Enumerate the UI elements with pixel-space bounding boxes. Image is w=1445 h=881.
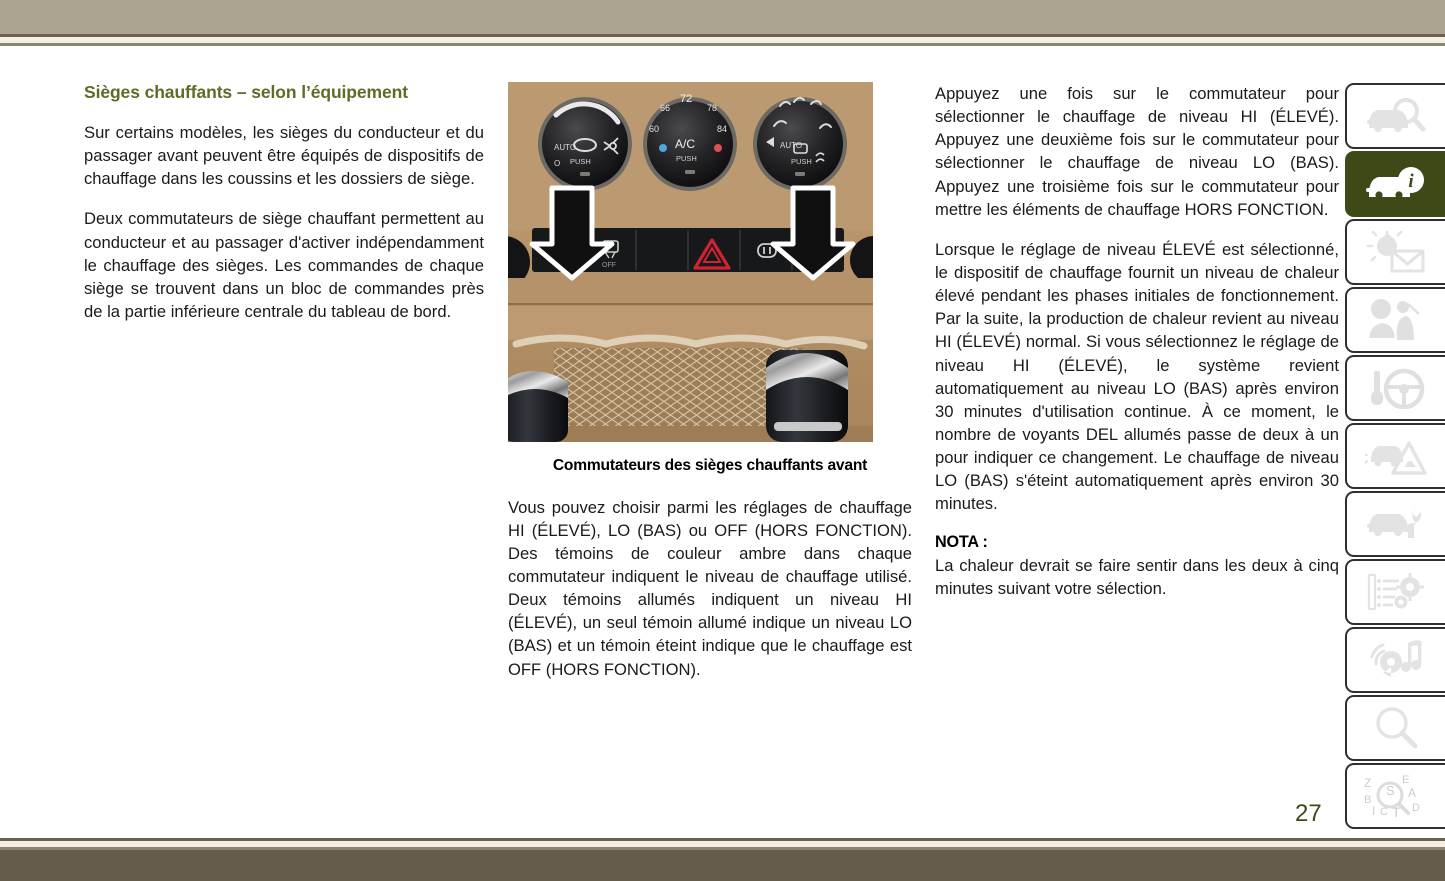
right-column	[935, 82, 1339, 600]
tab-safety[interactable]	[1345, 287, 1445, 353]
svg-text:S: S	[1386, 783, 1395, 798]
car-info-icon	[1365, 164, 1427, 204]
page-title: Sièges chauffants – selon l’équipement	[84, 82, 408, 102]
svg-text:66: 66	[660, 103, 671, 113]
left-column	[84, 82, 484, 323]
svg-text:Z: Z	[1364, 776, 1372, 790]
media-music-icon	[1366, 639, 1426, 681]
dashboard-photo	[508, 82, 873, 442]
magnifier-icon	[1373, 706, 1419, 750]
sun-envelope-icon	[1365, 231, 1427, 273]
hvac-right-dial	[753, 97, 847, 191]
tab-emergency[interactable]	[1345, 423, 1445, 489]
key-steering-wheel-icon	[1367, 367, 1425, 409]
svg-text:B: B	[1364, 794, 1372, 806]
svg-text:C: C	[1380, 806, 1388, 818]
paragraph: Deux commutateurs de siège chauffant permettent au conducteur et au passager d'activer indépendamment le chauffage des sièges. Les commandes de chaque siège se trouvent dans un bloc de commandes près de la partie inférieure centrale du tableau de bord.	[84, 209, 484, 321]
svg-text:OFF: OFF	[602, 262, 616, 269]
svg-text:T: T	[1392, 804, 1401, 819]
svg-text:AUTO: AUTO	[780, 141, 803, 150]
car-warning-triangle-icon	[1365, 435, 1427, 477]
svg-text:I: I	[1372, 804, 1376, 818]
tab-vehicle-overview[interactable]	[1345, 83, 1445, 149]
index-letters-magnifier-icon	[1362, 773, 1430, 819]
svg-text:PUSH: PUSH	[791, 157, 812, 166]
middle-column	[508, 82, 912, 681]
svg-text:60: 60	[649, 124, 660, 134]
tab-starting-operating[interactable]	[1345, 355, 1445, 421]
svg-text:A/C: A/C	[675, 137, 696, 151]
paragraph: Sur certains modèles, les sièges du conducteur et du passager avant peuvent être équipés de dispositifs de chauffage dans les coussins et les dossiers de siège.	[84, 123, 484, 189]
nota-label: NOTA :	[935, 532, 988, 551]
list-gears-icon	[1366, 571, 1426, 613]
tab-getting-to-know[interactable]	[1345, 151, 1445, 217]
svg-text:PUSH: PUSH	[570, 157, 591, 166]
footer-band	[0, 850, 1445, 881]
gear-shift-lever	[766, 350, 848, 442]
svg-text:78: 78	[707, 103, 718, 113]
svg-text:84: 84	[717, 124, 728, 134]
svg-text:E: E	[1402, 774, 1410, 786]
figure-caption: Commutateurs des sièges chauffants avant	[552, 457, 868, 474]
header-band	[0, 0, 1445, 34]
paragraph: Vous pouvez choisir parmi les réglages de chauffage HI (ÉLEVÉ), LO (BAS) ou OFF (HORS FONCTION). Des témoins de couleur ambre dans chaque commutateur indiquent le niveau de chauffage utilisé. Deux témoins allumés indiquent un niveau HI (ÉLEVÉ), un seul témoin allumé indique un niveau LO (BAS) et un témoin éteint indique que le chauffage est OFF (HORS FONCTION).	[508, 497, 912, 679]
tab-specifications[interactable]	[1345, 559, 1445, 625]
paragraph: Lorsque le réglage de niveau ÉLEVÉ est sélectionné, le dispositif de chauffage fournit un niveau de chaleur élevé pendant les phases initiales de fonctionnement. Par la suite, la production de chaleur revient au niveau HI (ÉLEVÉ) normal. Si vous sélectionnez le réglage de niveau HI (ÉLEVÉ), le système revient automatiquement au niveau LO (BAS) après environ 30 minutes d'utilisation continue. À ce moment, le nombre de voyants DEL allumés passe de deux à un pour indiquer ce changement. Le chauffage de niveau LO (BAS) s'éteint automatiquement après environ 30 minutes.	[935, 239, 1339, 514]
page-number: 27	[1295, 800, 1322, 827]
paragraph: Appuyez une fois sur le commutateur pour sélectionner le chauffage de niveau HI (ÉLEVÉ). Appuyez une deuxième fois sur le commutateur pour sélectionner le chauffage de niveau LO (BAS). Appuyez une troisième fois sur le commutateur pour mettre les éléments de chauffage HORS FONCTION.	[935, 84, 1339, 219]
car-wrench-icon	[1365, 504, 1427, 544]
svg-text:D: D	[1412, 802, 1420, 814]
tab-comfort-convenience[interactable]	[1345, 219, 1445, 285]
section-tab-strip	[1345, 83, 1445, 831]
svg-text:PUSH: PUSH	[676, 154, 697, 163]
occupant-airbag-icon	[1367, 298, 1425, 342]
svg-text:A: A	[1408, 786, 1417, 800]
nota-text: La chaleur devrait se faire sentir dans les deux à cinq minutes suivant votre sélection.	[935, 555, 1339, 598]
tab-search[interactable]	[1345, 695, 1445, 761]
svg-text:O: O	[554, 159, 561, 168]
svg-text:i: i	[1408, 171, 1414, 192]
car-magnifier-icon	[1365, 96, 1427, 136]
hvac-left-dial	[538, 97, 632, 191]
transfer-case-lever	[508, 371, 568, 442]
svg-text:AUTO: AUTO	[554, 143, 577, 152]
svg-text:72: 72	[680, 93, 693, 105]
tab-index[interactable]	[1345, 763, 1445, 829]
tab-servicing-maintenance[interactable]	[1345, 491, 1445, 557]
tab-multimedia[interactable]	[1345, 627, 1445, 693]
header-rule-mid	[0, 43, 1445, 46]
